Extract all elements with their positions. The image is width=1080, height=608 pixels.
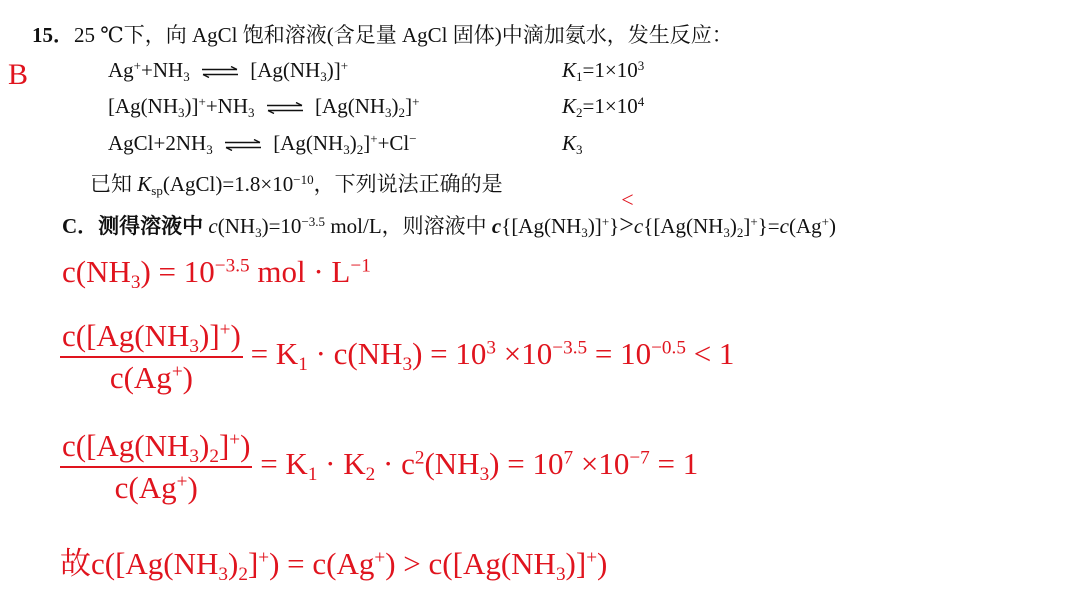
sub: 2 — [576, 104, 583, 120]
k-name: K — [562, 58, 577, 82]
k-val: =1×10 — [582, 58, 638, 82]
part: c(NH — [62, 254, 131, 289]
sub: 3 — [576, 141, 583, 157]
sub: 3 — [130, 271, 141, 293]
c: c — [779, 214, 789, 238]
part: ] — [743, 214, 751, 238]
known-body: (AgCl)=1.8×10 — [162, 172, 294, 196]
part: {[Ag(NH — [643, 214, 724, 238]
sup: −3.5 — [552, 337, 588, 359]
sup: −3.5 — [301, 213, 326, 229]
denominator — [60, 468, 252, 506]
part: }= — [757, 214, 780, 238]
part: ) — [199, 428, 210, 463]
sup: −1 — [350, 255, 371, 277]
part: ) — [828, 214, 836, 238]
solution-line-3 — [60, 428, 698, 506]
part: ) = 10 — [140, 254, 215, 289]
part: } — [609, 214, 620, 238]
reaction-3 — [108, 131, 417, 156]
part: (NH — [424, 446, 480, 482]
sup: + — [821, 213, 829, 229]
sup: 2 — [414, 447, 425, 469]
reaction-1-rhs: [Ag(NH — [250, 58, 321, 82]
reaction-2-lhs: [Ag(NH — [108, 94, 178, 118]
known-k: K — [137, 172, 152, 196]
part: ) — [230, 318, 241, 353]
question-number: 15． — [32, 23, 74, 47]
correction-less-than: < — [621, 187, 634, 212]
part: ) — [182, 360, 193, 395]
numerator — [60, 428, 252, 468]
part: )] — [587, 214, 602, 238]
sup: + — [171, 361, 183, 383]
sub: 3 — [581, 224, 588, 240]
sup: − — [409, 130, 417, 146]
sub: 3 — [183, 68, 190, 84]
part: = K — [252, 446, 308, 482]
sub: 2 — [365, 463, 376, 485]
solution-line-2 — [60, 318, 734, 396]
sup: 4 — [637, 93, 645, 109]
equilibrium-arrow-icon — [201, 66, 239, 78]
part: · c(NH — [307, 336, 403, 372]
comparison-sign — [619, 187, 634, 240]
part: mol/L，则溶液中 — [325, 214, 492, 238]
reaction-1-lhs-b: +NH — [141, 58, 184, 82]
sup: −7 — [629, 447, 650, 469]
sup: + — [374, 547, 386, 569]
sub: 3 — [343, 141, 350, 157]
sup: −0.5 — [651, 337, 686, 359]
equilibrium-arrow-icon — [266, 102, 304, 114]
solution-line-1 — [62, 254, 371, 293]
k-val: =1×10 — [582, 94, 638, 118]
part: mol · L — [249, 254, 351, 289]
question-stem-text: 25 ℃下，向 AgCl 饱和溶液(含足量 AgCl 固体)中滴加氨水，发生反应： — [74, 23, 733, 47]
sub: 3 — [555, 563, 566, 585]
reaction-2-rhs: [Ag(NH — [315, 94, 386, 118]
c: c — [491, 214, 502, 238]
reaction-3-rhs-end: +Cl — [377, 131, 410, 155]
sub: 3 — [248, 104, 255, 120]
sub: 3 — [723, 224, 730, 240]
sub: 3 — [320, 68, 327, 84]
part: ×10 — [573, 446, 630, 482]
reaction-2-lhs-tail: )] — [184, 94, 199, 118]
part: ) > c([Ag(NH — [385, 546, 556, 581]
part: c([Ag(NH — [62, 428, 190, 463]
sub: 2 — [238, 563, 248, 585]
part: ] — [247, 546, 259, 581]
sub: 1 — [576, 68, 583, 84]
sup: + — [412, 93, 420, 109]
reaction-3-rhs-mid: ) — [349, 131, 357, 155]
sup: 3 — [637, 57, 645, 73]
solution-conclusion — [60, 538, 607, 583]
fraction — [60, 428, 252, 506]
sup: + — [133, 57, 142, 73]
option-c-label: C．测得溶液中 — [62, 214, 209, 238]
sup: + — [750, 213, 758, 229]
sub: 1 — [298, 353, 308, 375]
part: = K — [242, 336, 299, 372]
sub: 2 — [356, 141, 364, 157]
known-prefix: 已知 — [90, 172, 138, 196]
sub: 2 — [209, 445, 219, 467]
reaction-2-rhs-tail: ] — [405, 94, 413, 118]
sub: 3 — [402, 353, 413, 375]
sub: 3 — [255, 224, 262, 240]
part: ×10 — [496, 336, 553, 372]
reaction-2-lhs-b: +NH — [205, 94, 249, 118]
reaction-2 — [108, 94, 419, 119]
k2-value — [562, 94, 644, 119]
known-ksp — [90, 168, 503, 198]
sub: sp — [151, 182, 163, 198]
part: ) = 10 — [489, 446, 564, 482]
sub: 1 — [307, 463, 318, 485]
part: ) — [228, 546, 239, 581]
answer-mark: B — [8, 58, 29, 91]
sup: + — [198, 93, 206, 109]
part: 故c([Ag(NH — [60, 546, 219, 581]
sup: + — [586, 547, 598, 569]
part: ) = 10 — [412, 336, 487, 372]
sub: 3 — [479, 463, 490, 485]
part: (Ag — [788, 214, 822, 238]
part: ) — [597, 546, 608, 581]
part: )] — [565, 546, 587, 581]
sub: 3 — [189, 335, 199, 357]
sup: + — [340, 57, 349, 73]
reaction-1-lhs: Ag — [108, 58, 134, 82]
sub: 3 — [218, 563, 228, 585]
reaction-3-rhs-tail: ] — [363, 131, 371, 155]
greater-than: > — [619, 210, 634, 239]
sup: + — [601, 213, 610, 229]
part: ] — [218, 428, 230, 463]
known-suffix: ，下列说法正确的是 — [313, 172, 503, 196]
part: )] — [199, 318, 220, 353]
sup: 3 — [486, 337, 497, 359]
fraction — [60, 318, 243, 396]
part: = 10 — [587, 336, 652, 372]
part: ) — [187, 470, 198, 505]
part: ) — [729, 214, 737, 238]
part: = 1 — [649, 446, 699, 482]
k-name: K — [562, 131, 577, 155]
sup: + — [219, 319, 231, 341]
reaction-1 — [108, 58, 348, 83]
part: c(Ag — [109, 360, 172, 395]
reaction-1-rhs-tail: )] — [326, 58, 341, 82]
sub: 3 — [206, 141, 213, 157]
k3-value — [562, 131, 583, 156]
part: < 1 — [685, 336, 735, 372]
sub: 3 — [385, 104, 392, 120]
part: )=10 — [261, 214, 302, 238]
sup: + — [176, 471, 188, 493]
c: c — [633, 214, 644, 238]
equilibrium-arrow-icon — [224, 139, 262, 151]
numerator — [60, 318, 243, 358]
sup: −3.5 — [214, 255, 250, 277]
sub: 2 — [736, 224, 744, 240]
reaction-3-lhs: AgCl+2NH — [108, 131, 207, 155]
k1-value — [562, 58, 644, 83]
part: c([Ag(NH — [62, 318, 190, 353]
reaction-3-rhs: [Ag(NH — [273, 131, 344, 155]
reaction-2-rhs-mid: ) — [391, 94, 399, 118]
sup: −10 — [293, 171, 314, 187]
part: c(Ag — [114, 470, 177, 505]
sub: 3 — [177, 104, 185, 120]
c: c — [208, 214, 218, 238]
denominator — [60, 358, 243, 396]
part: ) — [240, 428, 251, 463]
part: {[Ag(NH — [501, 214, 582, 238]
sub: 3 — [189, 445, 199, 467]
part: (NH — [217, 214, 256, 238]
sup: + — [229, 429, 241, 451]
sub: 2 — [398, 104, 406, 120]
sup: 7 — [563, 447, 574, 469]
k-name: K — [562, 94, 577, 118]
question-stem — [32, 19, 733, 49]
part: · K — [317, 446, 366, 482]
sup: + — [370, 130, 378, 146]
part: · c — [375, 446, 415, 482]
part: ) = c(Ag — [269, 546, 375, 581]
sup: + — [258, 547, 270, 569]
